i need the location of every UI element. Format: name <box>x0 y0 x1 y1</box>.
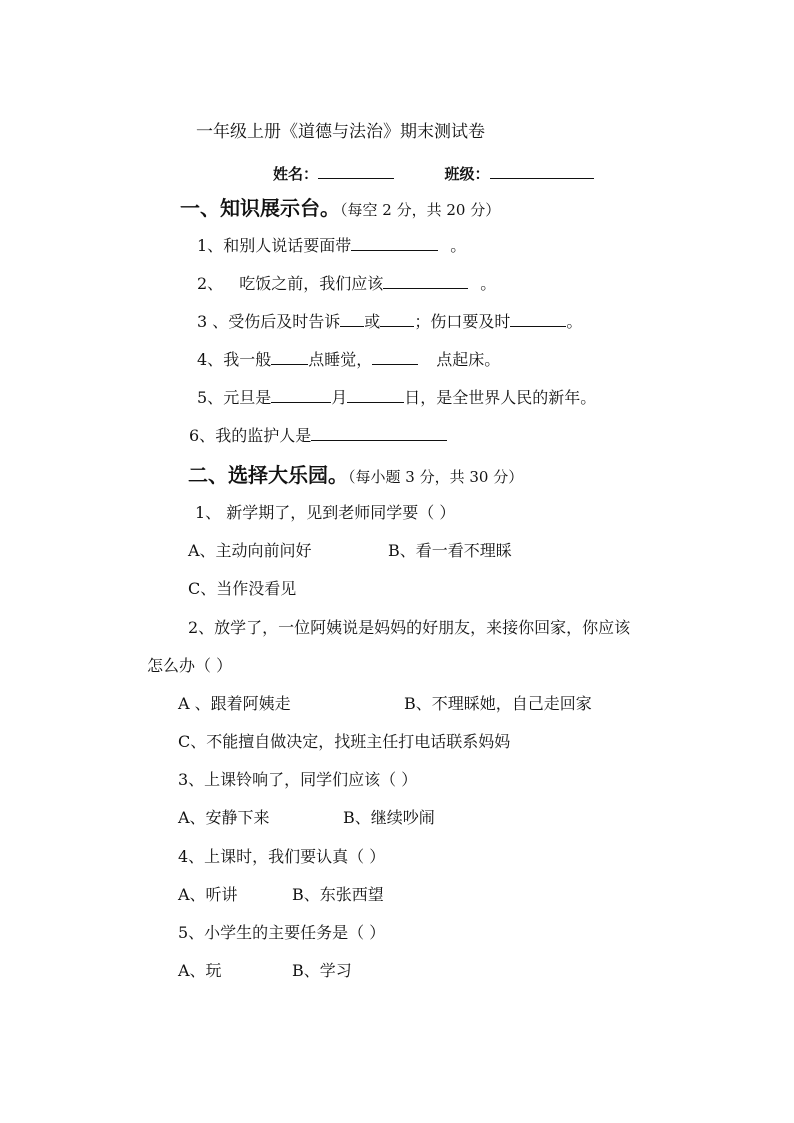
question-number: 2、 <box>197 274 224 293</box>
option-b[interactable]: B、看一看不理睬 <box>388 541 512 560</box>
question-number: 6、 <box>189 426 216 445</box>
answer-blank[interactable] <box>383 273 468 289</box>
question-text: 。 <box>450 236 467 255</box>
section1-heading <box>180 197 500 221</box>
question-text: 日，是全世界人民的新年。 <box>404 388 597 407</box>
name-label: 姓名： <box>273 165 319 183</box>
answer-blank[interactable] <box>380 311 414 327</box>
fill-question-3 <box>197 311 582 333</box>
option-c[interactable]: C、不能擅自做决定，找班主任打电话联系妈妈 <box>178 732 511 751</box>
choice-question-2-stem-cont: 怎么办（ ） <box>147 656 233 675</box>
question-text: 或 <box>364 312 381 331</box>
class-label: 班级： <box>444 165 490 183</box>
question-text: 。 <box>480 274 497 293</box>
answer-blank[interactable] <box>351 235 438 251</box>
answer-blank[interactable] <box>271 387 331 403</box>
answer-blank[interactable] <box>372 349 418 365</box>
question-text: 吃饭之前，我们应该 <box>239 274 384 293</box>
page-title: 一年级上册《道德与法治》期末测试卷 <box>196 122 485 142</box>
question-text: 点睡觉， <box>308 350 373 369</box>
answer-blank[interactable] <box>271 349 308 365</box>
question-text: 我一般 <box>223 350 272 369</box>
section1-title: 一、知识展示台。 <box>180 196 340 220</box>
question-number: 3 、 <box>197 312 229 331</box>
question-number: 5、 <box>197 388 224 407</box>
question-text: 。 <box>566 312 583 331</box>
answer-blank[interactable] <box>340 311 364 327</box>
option-b[interactable]: B、不理睬她，自己走回家 <box>404 694 592 713</box>
fill-question-1 <box>197 235 466 257</box>
fill-question-5 <box>197 387 596 409</box>
option-b[interactable]: B、学习 <box>292 961 352 980</box>
option-a[interactable]: A、玩 <box>178 961 222 980</box>
choice-question-2-stem: 2、放学了，一位阿姨说是妈妈的好朋友，来接你回家，你应该 <box>188 618 631 637</box>
question-text: 元旦是 <box>223 388 272 407</box>
option-a[interactable]: A、安静下来 <box>178 808 270 827</box>
question-text: 受伤后及时告诉 <box>228 312 341 331</box>
choice-question-5-stem: 5、小学生的主要任务是（ ） <box>178 923 386 942</box>
fill-question-4 <box>197 349 500 371</box>
question-text: 我的监护人是 <box>215 426 312 445</box>
answer-blank[interactable] <box>510 311 566 327</box>
student-info-row <box>273 163 594 185</box>
option-a[interactable]: A 、跟着阿姨走 <box>178 694 291 713</box>
option-a[interactable]: A、主动向前问好 <box>188 541 312 560</box>
question-text: 月 <box>331 388 348 407</box>
option-c[interactable]: C、当作没看见 <box>188 579 297 598</box>
section2-title: 二、选择大乐园。 <box>188 463 348 487</box>
choice-question-3-stem: 3、上课铃响了，同学们应该（ ） <box>178 770 418 789</box>
section1-note: （每空 2 分，共 20 分） <box>340 201 501 219</box>
option-a[interactable]: A、听讲 <box>178 885 238 904</box>
section2-note: （每小题 3 分，共 30 分） <box>348 468 524 486</box>
question-text: 点起床。 <box>436 350 501 369</box>
class-blank[interactable] <box>490 163 594 179</box>
answer-blank[interactable] <box>347 387 404 403</box>
choice-question-1-stem: 1、 新学期了，见到老师同学要（ ） <box>195 503 456 522</box>
section2-heading <box>188 464 523 488</box>
answer-blank[interactable] <box>311 425 447 441</box>
option-b[interactable]: B、继续吵闹 <box>343 808 435 827</box>
question-text: ；伤口要及时 <box>414 312 511 331</box>
choice-question-4-stem: 4、上课时，我们要认真（ ） <box>178 847 386 866</box>
fill-question-6 <box>189 425 447 447</box>
question-number: 1、 <box>197 236 224 255</box>
question-number: 4、 <box>197 350 224 369</box>
name-blank[interactable] <box>318 163 394 179</box>
option-b[interactable]: B、东张西望 <box>292 885 384 904</box>
question-text: 和别人说话要面带 <box>223 236 352 255</box>
fill-question-2 <box>197 273 496 295</box>
